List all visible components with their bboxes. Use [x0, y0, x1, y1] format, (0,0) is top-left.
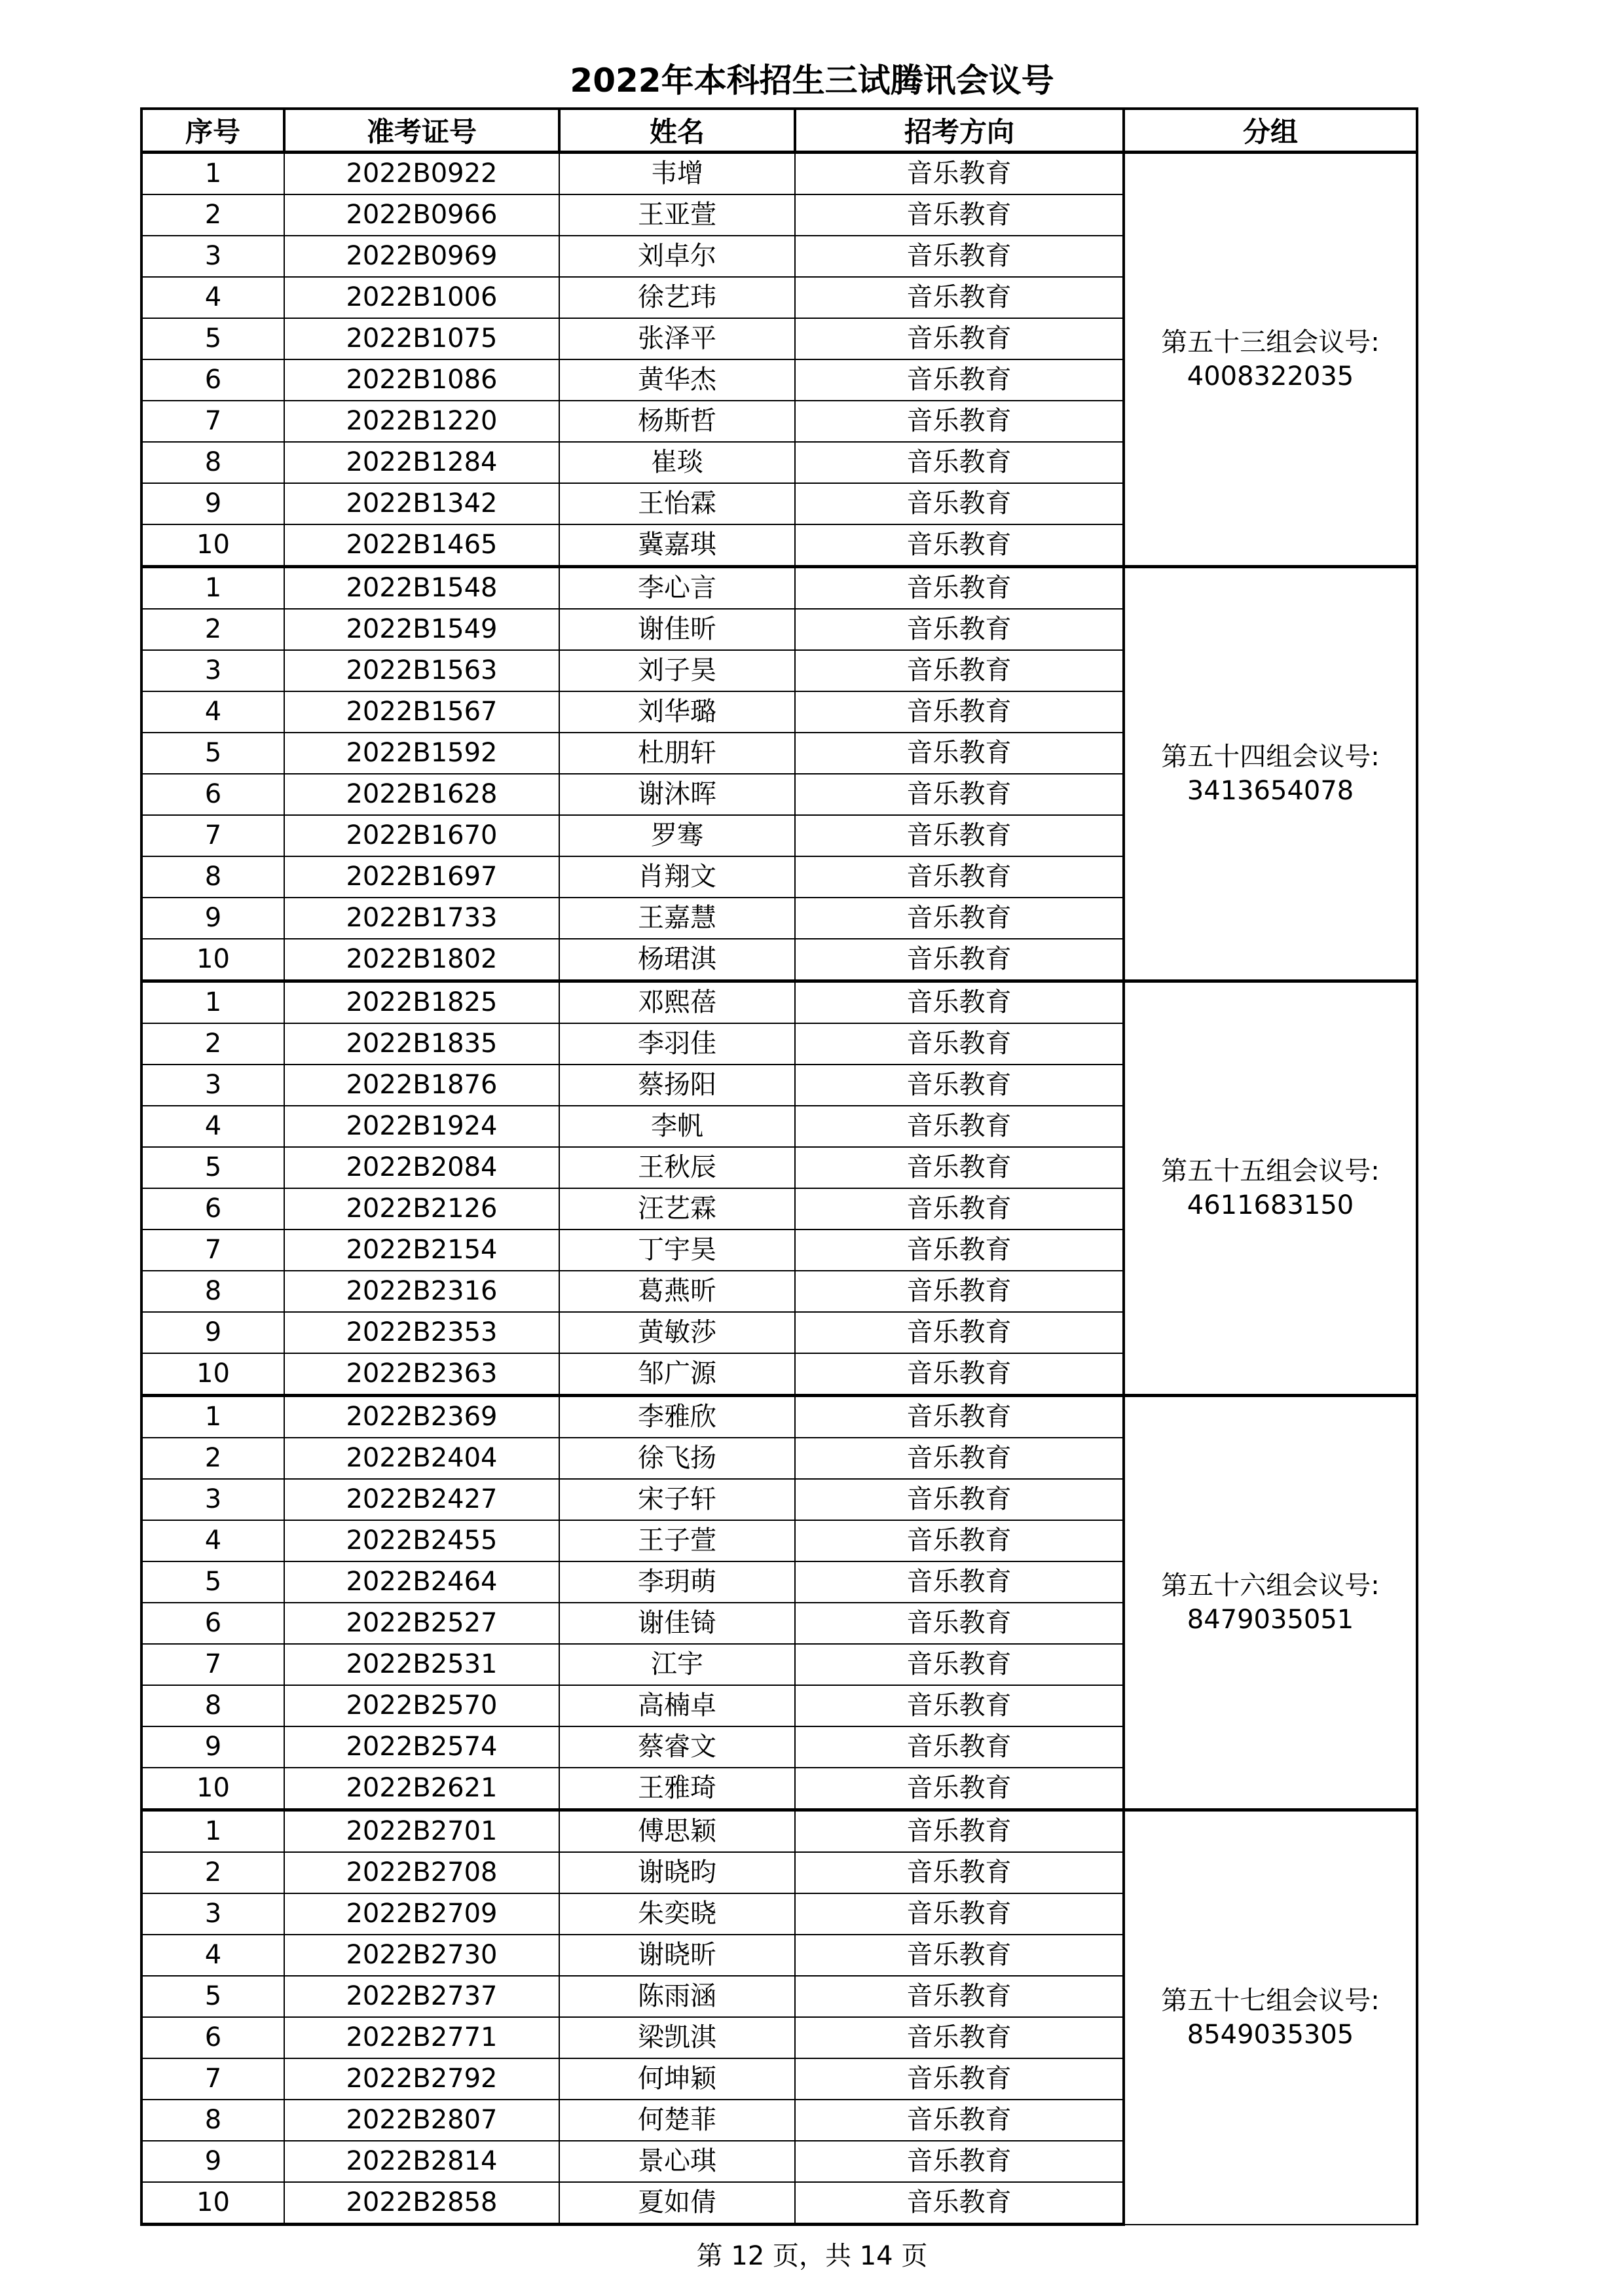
seq-cell: 3 [141, 1479, 284, 1520]
name-cell: 谢晓昀 [559, 1852, 795, 1893]
name-cell: 徐飞扬 [559, 1438, 795, 1479]
major-cell: 音乐教育 [795, 1935, 1124, 1976]
exam-id-cell: 2022B2807 [284, 2100, 559, 2141]
meeting-id: 8479035051 [1187, 1605, 1354, 1635]
seq-cell: 2 [141, 1023, 284, 1065]
seq-cell: 6 [141, 359, 284, 401]
exam-id-cell: 2022B2363 [284, 1353, 559, 1396]
table-row [141, 981, 1417, 1024]
name-cell: 丁宇昊 [559, 1230, 795, 1271]
exam-id-cell: 2022B1628 [284, 774, 559, 815]
major-cell: 音乐教育 [795, 194, 1124, 236]
seq-cell: 3 [141, 1065, 284, 1106]
major-cell: 音乐教育 [795, 2182, 1124, 2225]
seq-cell: 5 [141, 733, 284, 774]
exam-id-cell: 2022B1802 [284, 939, 559, 981]
seq-cell: 10 [141, 1768, 284, 1810]
name-cell: 谢沐晖 [559, 774, 795, 815]
seq-cell: 10 [141, 1353, 284, 1396]
name-cell: 韦增 [559, 153, 795, 195]
name-cell: 崔琰 [559, 442, 795, 483]
major-cell: 音乐教育 [795, 1396, 1124, 1438]
major-cell: 音乐教育 [795, 1106, 1124, 1147]
meeting-id: 4611683150 [1187, 1190, 1354, 1220]
exam-id-cell: 2022B2404 [284, 1438, 559, 1479]
meeting-id: 8549035305 [1187, 2019, 1354, 2050]
seq-cell: 5 [141, 1976, 284, 2017]
name-cell: 李帆 [559, 1106, 795, 1147]
name-cell: 葛燕昕 [559, 1271, 795, 1312]
name-cell: 邹广源 [559, 1353, 795, 1396]
seq-cell: 6 [141, 1603, 284, 1644]
exam-id-cell: 2022B2814 [284, 2141, 559, 2182]
major-cell: 音乐教育 [795, 733, 1124, 774]
major-cell: 音乐教育 [795, 774, 1124, 815]
major-cell: 音乐教育 [795, 277, 1124, 318]
name-cell: 谢佳锜 [559, 1603, 795, 1644]
major-cell: 音乐教育 [795, 1520, 1124, 1561]
roster-table [140, 107, 1418, 2226]
seq-cell: 3 [141, 236, 284, 277]
group-label: 第五十六组会议号: [1161, 1571, 1380, 1601]
group-meeting-cell [1124, 1396, 1417, 1810]
exam-id-cell: 2022B2570 [284, 1685, 559, 1726]
exam-id-cell: 2022B2771 [284, 2017, 559, 2058]
group-meeting-cell [1124, 153, 1417, 567]
exam-id-cell: 2022B1567 [284, 691, 559, 733]
name-cell: 蔡扬阳 [559, 1065, 795, 1106]
table-row [141, 1396, 1417, 1438]
seq-cell: 6 [141, 2017, 284, 2058]
exam-id-cell: 2022B1876 [284, 1065, 559, 1106]
table-row [141, 567, 1417, 610]
exam-id-cell: 2022B1835 [284, 1023, 559, 1065]
seq-cell: 7 [141, 1644, 284, 1685]
seq-cell: 10 [141, 939, 284, 981]
seq-cell: 9 [141, 483, 284, 524]
major-cell: 音乐教育 [795, 2017, 1124, 2058]
name-cell: 王子萱 [559, 1520, 795, 1561]
group-meeting-cell [1124, 981, 1417, 1396]
name-cell: 宋子轩 [559, 1479, 795, 1520]
major-cell: 音乐教育 [795, 1438, 1124, 1479]
exam-id-cell: 2022B2316 [284, 1271, 559, 1312]
exam-id-cell: 2022B2792 [284, 2058, 559, 2100]
name-cell: 肖翔文 [559, 856, 795, 898]
seq-cell: 10 [141, 2182, 284, 2225]
exam-id-cell: 2022B2858 [284, 2182, 559, 2225]
exam-id-cell: 2022B1549 [284, 609, 559, 650]
seq-cell: 4 [141, 691, 284, 733]
exam-id-cell: 2022B2427 [284, 1479, 559, 1520]
major-cell: 音乐教育 [795, 359, 1124, 401]
group-label: 第五十七组会议号: [1161, 1985, 1380, 2016]
major-cell: 音乐教育 [795, 442, 1124, 483]
major-cell: 音乐教育 [795, 691, 1124, 733]
seq-cell: 8 [141, 1685, 284, 1726]
seq-cell: 7 [141, 401, 284, 442]
seq-cell: 7 [141, 1230, 284, 1271]
major-cell: 音乐教育 [795, 1230, 1124, 1271]
name-cell: 刘华璐 [559, 691, 795, 733]
exam-id-cell: 2022B1075 [284, 318, 559, 359]
seq-cell: 10 [141, 524, 284, 567]
name-cell: 何坤颖 [559, 2058, 795, 2100]
name-cell: 傅思颖 [559, 1810, 795, 1853]
major-cell: 音乐教育 [795, 1685, 1124, 1726]
exam-id-cell: 2022B2737 [284, 1976, 559, 2017]
seq-cell: 6 [141, 774, 284, 815]
exam-id-cell: 2022B0969 [284, 236, 559, 277]
name-cell: 黄敏莎 [559, 1312, 795, 1353]
exam-id-cell: 2022B1825 [284, 981, 559, 1024]
seq-cell: 8 [141, 442, 284, 483]
header-major: 招考方向 [795, 109, 1124, 153]
name-cell: 何楚菲 [559, 2100, 795, 2141]
name-cell: 高楠卓 [559, 1685, 795, 1726]
header-name: 姓名 [559, 109, 795, 153]
page-footer: 第 12 页，共 14 页 [696, 2241, 928, 2271]
major-cell: 音乐教育 [795, 2100, 1124, 2141]
exam-id-cell: 2022B1465 [284, 524, 559, 567]
name-cell: 江宇 [559, 1644, 795, 1685]
major-cell: 音乐教育 [795, 1147, 1124, 1188]
exam-id-cell: 2022B2084 [284, 1147, 559, 1188]
major-cell: 音乐教育 [795, 524, 1124, 567]
name-cell: 朱奕晓 [559, 1893, 795, 1935]
name-cell: 蔡睿文 [559, 1726, 795, 1768]
name-cell: 刘子昊 [559, 650, 795, 691]
meeting-id: 4008322035 [1187, 361, 1354, 392]
exam-id-cell: 2022B1006 [284, 277, 559, 318]
name-cell: 王雅琦 [559, 1768, 795, 1810]
major-cell: 音乐教育 [795, 1644, 1124, 1685]
major-cell: 音乐教育 [795, 318, 1124, 359]
exam-id-cell: 2022B2701 [284, 1810, 559, 1853]
table-row [141, 153, 1417, 195]
meeting-id: 3413654078 [1187, 776, 1354, 806]
major-cell: 音乐教育 [795, 1312, 1124, 1353]
major-cell: 音乐教育 [795, 401, 1124, 442]
major-cell: 音乐教育 [795, 1603, 1124, 1644]
major-cell: 音乐教育 [795, 567, 1124, 610]
name-cell: 王嘉慧 [559, 898, 795, 939]
group-label: 第五十五组会议号: [1161, 1156, 1380, 1186]
exam-id-cell: 2022B1592 [284, 733, 559, 774]
table-row [141, 1810, 1417, 1853]
exam-id-cell: 2022B2369 [284, 1396, 559, 1438]
major-cell: 音乐教育 [795, 856, 1124, 898]
exam-id-cell: 2022B2621 [284, 1768, 559, 1810]
seq-cell: 8 [141, 856, 284, 898]
seq-cell: 2 [141, 194, 284, 236]
group-label: 第五十三组会议号: [1161, 327, 1380, 357]
major-cell: 音乐教育 [795, 1353, 1124, 1396]
seq-cell: 7 [141, 2058, 284, 2100]
name-cell: 杨珺淇 [559, 939, 795, 981]
name-cell: 杨斯哲 [559, 401, 795, 442]
name-cell: 王亚萱 [559, 194, 795, 236]
name-cell: 王怡霖 [559, 483, 795, 524]
exam-id-cell: 2022B2126 [284, 1188, 559, 1230]
exam-id-cell: 2022B2574 [284, 1726, 559, 1768]
seq-cell: 8 [141, 2100, 284, 2141]
name-cell: 景心琪 [559, 2141, 795, 2182]
major-cell: 音乐教育 [795, 1065, 1124, 1106]
seq-cell: 5 [141, 318, 284, 359]
exam-id-cell: 2022B0966 [284, 194, 559, 236]
major-cell: 音乐教育 [795, 815, 1124, 856]
major-cell: 音乐教育 [795, 1852, 1124, 1893]
seq-cell: 3 [141, 1893, 284, 1935]
exam-id-cell: 2022B1924 [284, 1106, 559, 1147]
seq-cell: 1 [141, 567, 284, 610]
exam-id-cell: 2022B1670 [284, 815, 559, 856]
exam-id-cell: 2022B2154 [284, 1230, 559, 1271]
seq-cell: 2 [141, 609, 284, 650]
major-cell: 音乐教育 [795, 153, 1124, 195]
name-cell: 李玥萌 [559, 1561, 795, 1603]
seq-cell: 2 [141, 1438, 284, 1479]
name-cell: 杜朋轩 [559, 733, 795, 774]
exam-id-cell: 2022B1733 [284, 898, 559, 939]
exam-id-cell: 2022B2464 [284, 1561, 559, 1603]
exam-id-cell: 2022B0922 [284, 153, 559, 195]
major-cell: 音乐教育 [795, 1023, 1124, 1065]
seq-cell: 3 [141, 650, 284, 691]
exam-id-cell: 2022B2455 [284, 1520, 559, 1561]
name-cell: 李心言 [559, 567, 795, 610]
header-exam-id: 准考证号 [284, 109, 559, 153]
exam-id-cell: 2022B1697 [284, 856, 559, 898]
group-meeting-cell [1124, 1810, 1417, 2225]
major-cell: 音乐教育 [795, 2141, 1124, 2182]
seq-cell: 8 [141, 1271, 284, 1312]
seq-cell: 4 [141, 1935, 284, 1976]
major-cell: 音乐教育 [795, 981, 1124, 1024]
exam-id-cell: 2022B2708 [284, 1852, 559, 1893]
major-cell: 音乐教育 [795, 1726, 1124, 1768]
major-cell: 音乐教育 [795, 236, 1124, 277]
exam-id-cell: 2022B1342 [284, 483, 559, 524]
name-cell: 汪艺霖 [559, 1188, 795, 1230]
group-label: 第五十四组会议号: [1161, 742, 1380, 772]
seq-cell: 5 [141, 1561, 284, 1603]
seq-cell: 1 [141, 1396, 284, 1438]
major-cell: 音乐教育 [795, 1561, 1124, 1603]
major-cell: 音乐教育 [795, 939, 1124, 981]
name-cell: 黄华杰 [559, 359, 795, 401]
name-cell: 徐艺玮 [559, 277, 795, 318]
seq-cell: 2 [141, 1852, 284, 1893]
seq-cell: 1 [141, 153, 284, 195]
seq-cell: 4 [141, 1520, 284, 1561]
name-cell: 陈雨涵 [559, 1976, 795, 2017]
header-group: 分组 [1124, 109, 1417, 153]
exam-id-cell: 2022B1220 [284, 401, 559, 442]
seq-cell: 9 [141, 1726, 284, 1768]
seq-cell: 4 [141, 1106, 284, 1147]
seq-cell: 9 [141, 2141, 284, 2182]
major-cell: 音乐教育 [795, 609, 1124, 650]
name-cell: 罗骞 [559, 815, 795, 856]
page-title: 2022年本科招生三试腾讯会议号 [570, 62, 1054, 100]
name-cell: 谢晓昕 [559, 1935, 795, 1976]
major-cell: 音乐教育 [795, 483, 1124, 524]
seq-cell: 1 [141, 981, 284, 1024]
group-meeting-cell [1124, 567, 1417, 981]
major-cell: 音乐教育 [795, 1479, 1124, 1520]
major-cell: 音乐教育 [795, 1188, 1124, 1230]
header-row [141, 109, 1417, 153]
name-cell: 夏如倩 [559, 2182, 795, 2225]
major-cell: 音乐教育 [795, 650, 1124, 691]
seq-cell: 9 [141, 898, 284, 939]
name-cell: 王秋辰 [559, 1147, 795, 1188]
seq-cell: 1 [141, 1810, 284, 1853]
major-cell: 音乐教育 [795, 1768, 1124, 1810]
name-cell: 冀嘉琪 [559, 524, 795, 567]
exam-id-cell: 2022B2709 [284, 1893, 559, 1935]
exam-id-cell: 2022B2353 [284, 1312, 559, 1353]
header-seq: 序号 [141, 109, 284, 153]
exam-id-cell: 2022B2531 [284, 1644, 559, 1685]
exam-id-cell: 2022B1548 [284, 567, 559, 610]
name-cell: 谢佳昕 [559, 609, 795, 650]
roster-body [141, 153, 1417, 2225]
seq-cell: 9 [141, 1312, 284, 1353]
major-cell: 音乐教育 [795, 1271, 1124, 1312]
exam-id-cell: 2022B2730 [284, 1935, 559, 1976]
name-cell: 李羽佳 [559, 1023, 795, 1065]
major-cell: 音乐教育 [795, 898, 1124, 939]
major-cell: 音乐教育 [795, 1893, 1124, 1935]
major-cell: 音乐教育 [795, 1810, 1124, 1853]
seq-cell: 6 [141, 1188, 284, 1230]
exam-id-cell: 2022B1284 [284, 442, 559, 483]
seq-cell: 4 [141, 277, 284, 318]
exam-id-cell: 2022B1086 [284, 359, 559, 401]
name-cell: 梁凯淇 [559, 2017, 795, 2058]
name-cell: 邓熙蓓 [559, 981, 795, 1024]
exam-id-cell: 2022B1563 [284, 650, 559, 691]
name-cell: 李雅欣 [559, 1396, 795, 1438]
major-cell: 音乐教育 [795, 2058, 1124, 2100]
seq-cell: 7 [141, 815, 284, 856]
name-cell: 刘卓尔 [559, 236, 795, 277]
seq-cell: 5 [141, 1147, 284, 1188]
name-cell: 张泽平 [559, 318, 795, 359]
major-cell: 音乐教育 [795, 1976, 1124, 2017]
exam-id-cell: 2022B2527 [284, 1603, 559, 1644]
